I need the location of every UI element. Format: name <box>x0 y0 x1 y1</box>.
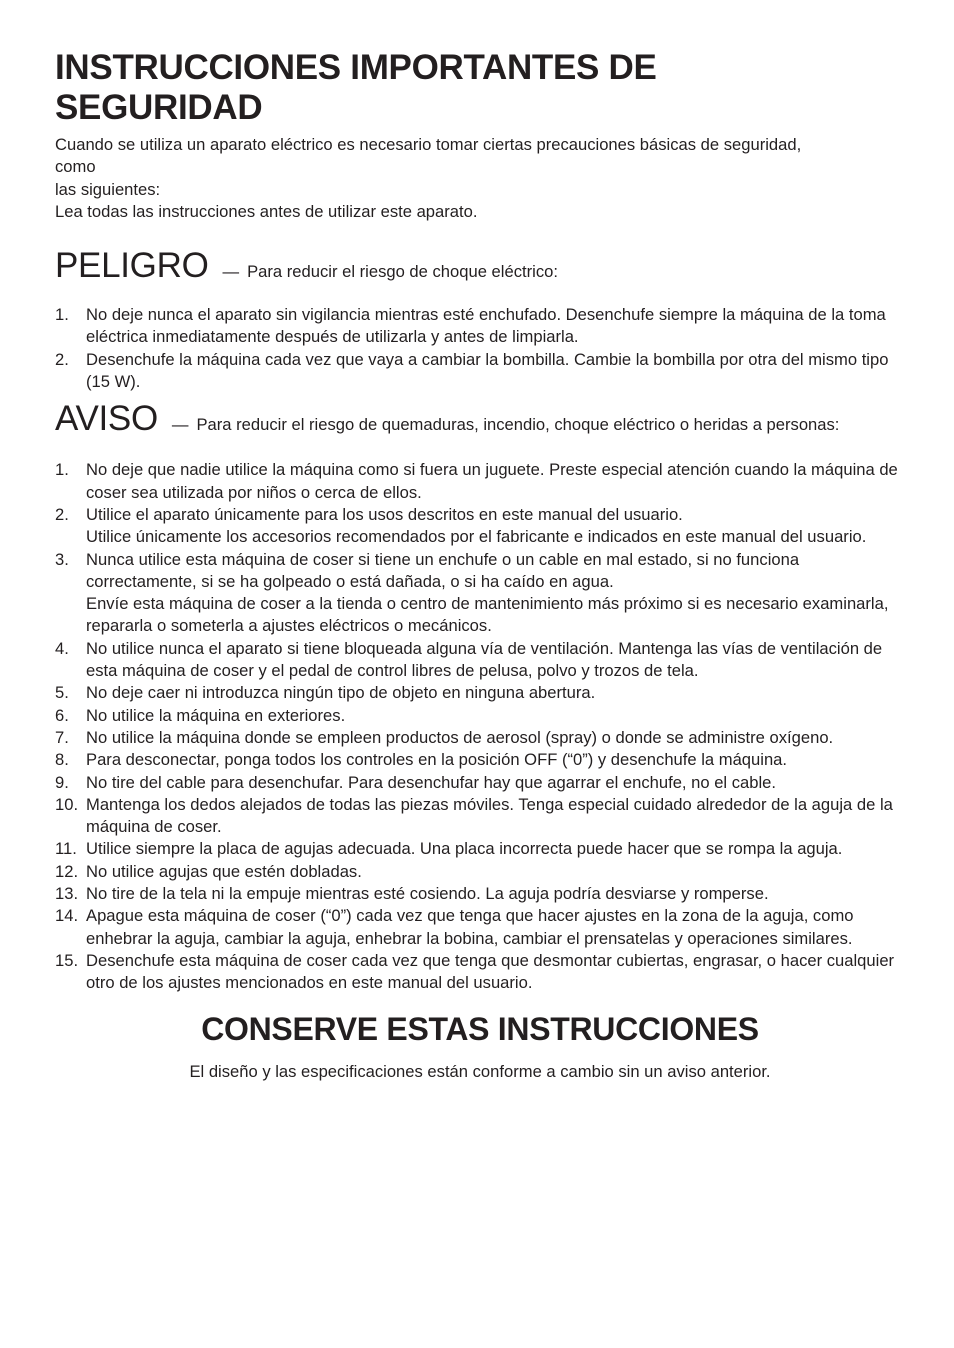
item-text-line: Mantenga los dedos alejados de todas las piezas móviles. Tenga especial cuidado alrededor de la aguja de la máquina de coser. <box>86 794 893 837</box>
item-text <box>86 727 905 749</box>
item-text-line: No deje que nadie utilice la máquina como si fuera un juguete. Preste especial atención cuando la máquina de coser sea utilizada por niños o cerca de ellos. <box>86 460 898 502</box>
item-number: 4. <box>55 638 69 658</box>
item-number: 5. <box>55 683 69 703</box>
item-text-line: Para desconectar, ponga todos los controles en la posición OFF (“0”) y desenchufe la máquina. <box>86 750 788 770</box>
item-number: 9. <box>55 772 69 792</box>
page-title: INSTRUCCIONES IMPORTANTES DE SEGURIDAD <box>55 48 657 127</box>
intro-paragraph <box>55 134 905 223</box>
item-text-line: Envíe esta máquina de coser a la tienda o centro de mantenimiento más próximo si es necesario examinarla, repararla o someterla a ajustes eléctricos o mecánicos. <box>86 594 889 636</box>
item-text <box>86 883 905 905</box>
item-text <box>86 838 905 860</box>
aviso-heading <box>55 399 905 439</box>
item-number: 3. <box>55 549 69 569</box>
intro-line: las siguientes: <box>55 179 161 199</box>
item-text <box>86 794 905 839</box>
list-item <box>55 705 905 727</box>
item-text-line: No tire de la tela ni la empuje mientras esté cosiendo. La aguja podría desviarse y romperse. <box>86 884 769 904</box>
item-number: 11. <box>55 839 77 859</box>
list-item <box>55 549 905 638</box>
aviso-label: AVISO <box>55 399 158 439</box>
item-text-line: Desenchufe la máquina cada vez que vaya a cambiar la bombilla. Cambie la bombilla por otra del mismo tipo (15 W). <box>86 349 889 392</box>
item-text-line: No utilice la máquina en exteriores. <box>86 705 346 725</box>
item-text-line: Desenchufe esta máquina de coser cada vez que tenga que desmontar cubiertas, engrasar, o hacer cualquier otro de los ajustes mencionados en este manual del usuario. <box>86 950 895 993</box>
item-text-line: No utilice agujas que estén dobladas. <box>86 861 362 881</box>
peligro-heading <box>55 246 905 286</box>
list-item <box>55 883 905 905</box>
list-item <box>55 349 905 394</box>
save-instructions-title: CONSERVE ESTAS INSTRUCCIONES <box>201 1010 759 1047</box>
intro-line: como <box>55 157 96 177</box>
aviso-dash: — <box>171 415 189 435</box>
item-number: 2. <box>55 504 69 524</box>
item-number: 8. <box>55 750 69 770</box>
item-text <box>86 304 905 349</box>
item-text <box>86 772 905 794</box>
intro-line: Cuando se utiliza un aparato eléctrico es necesario tomar ciertas precauciones básicas de seguridad, <box>55 135 802 154</box>
list-item <box>55 838 905 860</box>
item-text-line: Utilice únicamente los accesorios recomendados por el fabricante e indicados en este manual del usuario. <box>86 527 867 547</box>
item-text <box>86 549 905 638</box>
item-number: 7. <box>55 727 69 747</box>
item-text <box>86 749 905 771</box>
list-item <box>55 459 905 504</box>
item-text <box>86 682 905 704</box>
list-item <box>55 772 905 794</box>
item-text <box>86 861 905 883</box>
item-number: 1. <box>55 305 69 325</box>
item-text-line: Nunca utilice esta máquina de coser si tiene un enchufe o un cable en mal estado, si no funciona correctamente, si se ha golpeado o está dañada, o si ha caído en agua. <box>86 549 800 591</box>
peligro-list <box>55 304 905 393</box>
item-text-line: No deje nunca el aparato sin vigilancia mientras esté enchufado. Desenchufe siempre la máquina de la toma eléctrica inmediatamente después de utilizarla y antes de limpiarla. <box>86 305 886 347</box>
item-text <box>86 705 905 727</box>
list-item <box>55 905 905 950</box>
item-text-line: Utilice siempre la placa de agujas adecuada. Una placa incorrecta puede hacer que se rompa la aguja. <box>86 839 843 859</box>
item-number: 13. <box>55 884 79 904</box>
intro-line: Lea todas las instrucciones antes de utilizar este aparato. <box>55 201 478 221</box>
list-item <box>55 794 905 839</box>
item-number: 15. <box>55 950 79 970</box>
item-number: 14. <box>55 906 79 926</box>
item-text-line: Apague esta máquina de coser (“0”) cada vez que tenga que hacer ajustes en la zona de la aguja, como enhebrar la aguja, cambiar la aguja, enhebrar la bobina, cambiar el prensatelas y operaciones similares. <box>86 906 854 948</box>
peligro-label: PELIGRO <box>55 246 209 286</box>
list-item <box>55 638 905 683</box>
footer-note: El diseño y las especificaciones están conforme a cambio sin un aviso anterior. <box>189 1061 771 1081</box>
list-item <box>55 727 905 749</box>
list-item <box>55 749 905 771</box>
item-text-line: No tire del cable para desenchufar. Para desenchufar hay que agarrar el enchufe, no el cable. <box>86 772 777 792</box>
document-page <box>55 48 905 1083</box>
item-text-line: No utilice nunca el aparato si tiene bloqueada alguna vía de ventilación. Mantenga las vías de ventilación de esta máquina de coser y el pedal de control libres de pelusa, polvo y trozos de tela. <box>86 638 883 681</box>
item-text <box>86 638 905 683</box>
item-text <box>86 349 905 394</box>
item-text-line: No utilice la máquina donde se empleen productos de aerosol (spray) o donde se administre oxígeno. <box>86 727 834 747</box>
item-number: 6. <box>55 705 69 725</box>
aviso-description: Para reducir el riesgo de quemaduras, incendio, choque eléctrico o heridas a personas: <box>196 415 840 435</box>
item-text <box>86 504 905 549</box>
item-number: 2. <box>55 349 69 369</box>
aviso-list <box>55 459 905 994</box>
list-item <box>55 682 905 704</box>
list-item <box>55 304 905 349</box>
list-item <box>55 861 905 883</box>
item-text <box>86 950 905 995</box>
item-text-line: No deje caer ni introduzca ningún tipo de objeto en ninguna abertura. <box>86 683 596 703</box>
peligro-description: Para reducir el riesgo de choque eléctrico: <box>247 262 558 282</box>
list-item <box>55 950 905 995</box>
item-text-line: Utilice el aparato únicamente para los usos descritos en este manual del usuario. <box>86 504 683 524</box>
item-text <box>86 459 905 504</box>
peligro-dash: — <box>222 262 240 282</box>
item-number: 12. <box>55 861 79 881</box>
item-number: 10. <box>55 794 79 814</box>
list-item <box>55 504 905 549</box>
item-number: 1. <box>55 460 69 480</box>
item-text <box>86 905 905 950</box>
